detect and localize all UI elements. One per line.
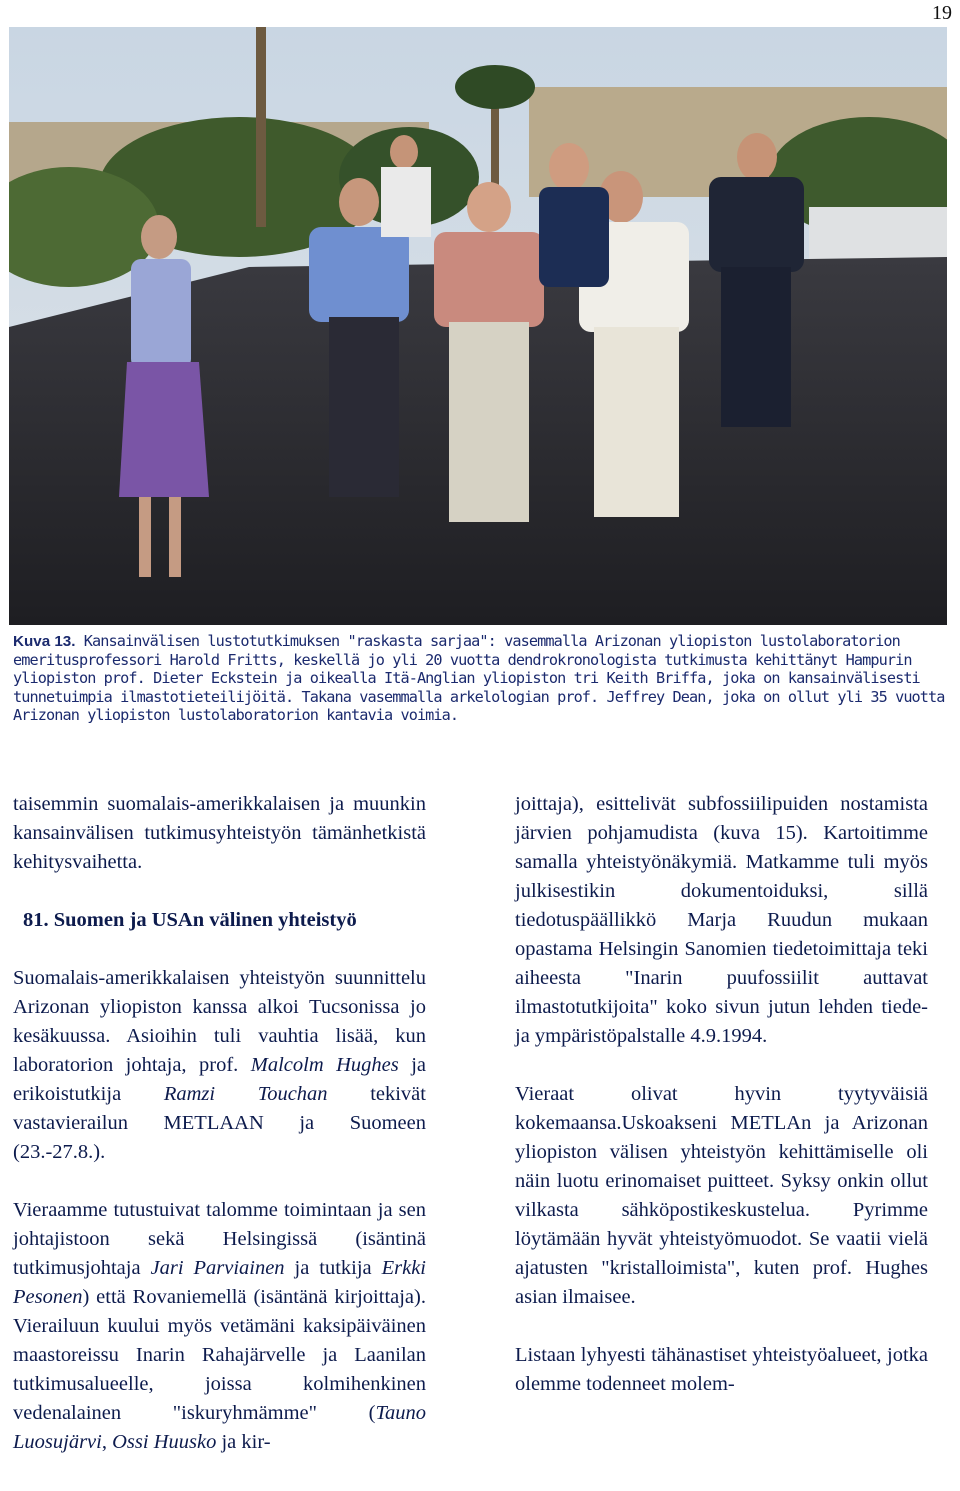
person-name: Tauno Luosujärvi	[13, 1402, 426, 1453]
left-column	[13, 790, 426, 1457]
section-heading: 81. Suomen ja USAn välinen yhteistyö	[23, 909, 357, 931]
person-name: Jari Parviainen	[150, 1257, 285, 1279]
caption-text: Kansainvälisen lustotutkimuksen "raskasta sarjaa": vasemmalla Arizonan yliopiston lustolaboratorion emeritusprofessori Harold Fritts, keskellä jo yli 20 vuotta dendrokronologista tutkimusta kehittänyt Hampurin yliopiston prof. Dieter Eckstein ja oikealla Itä-Anglian yliopiston tri Keith Briffa, joka on kansainvälisesti tunnetuimpia ilmastotieteilijöitä. Takana vasemmalla arkelologian prof. Jeffrey Dean, joka on ollut yli 35 vuotta Arizonan yliopiston lustolaboratorion kantavia voimia.	[13, 632, 945, 724]
person-name: Malcolm Hughes	[250, 1054, 399, 1076]
paragraph-5: Listaan lyhyesti tähänastiset yhteistyöalueet, jotka olemme todenneet molem-	[515, 1344, 928, 1395]
caption-label: Kuva 13.	[13, 633, 76, 650]
intro-paragraph: taisemmin suomalais-amerikkalaisen ja muunkin kansainvälisen tutkimusyhteistyön tämänhetkistä kehitysvaihetta.	[13, 793, 426, 873]
page-number: 19	[932, 2, 952, 24]
paragraph-2: Vieraamme tutustuivat talomme toimintaan ja sen johtajistoon sekä Helsingissä (isäntinä tutkimusjohtaja Jari Parviainen ja tutkija Erkki Pesonen) että Rovaniemellä (isäntänä kirjoittaja). Vierailuun kuului myös vetämäni kaksipäiväinen maastoreissu Inarin Rahajärvelle ja Laanilan tutkimusalueelle, joissa kolmihenkinen vedenalainen "iskuryhmämme" (Tauno Luosujärvi, Ossi Huusko ja kir-	[13, 1199, 426, 1453]
right-column	[515, 790, 928, 1399]
person-name: Ramzi Touchan	[163, 1083, 328, 1105]
person-name: Ossi Huusko	[112, 1431, 217, 1453]
paragraph-4: Vieraat olivat hyvin tyytyväisiä kokemaansa.Uskoakseni METLAn ja Arizonan yliopiston välisen yhteistyön kehittämiselle oli näin luotu erinomaiset puitteet. Syksy onkin ollut vilkasta sähköpostikeskustelua. Pyrimme löytämään hyvät yhteistyömuodot. Se vaatii vielä ajatusten "kristalloimista", kuten prof. Hughes asian ilmaisee.	[515, 1083, 928, 1308]
group-photograph	[9, 27, 947, 625]
person-name: Erkki Pesonen	[13, 1257, 426, 1308]
paragraph-1: Suomalais-amerikkalaisen yhteistyön suunnittelu Arizonan yliopiston kanssa alkoi Tucsonissa jo kesäkuussa. Asioihin tuli vauhtia lisää, kun laboratorion johtaja, prof. Malcolm Hughes ja erikoistutkija Ramzi Touchan tekivät vastavierailun METLAAN ja Suomeen (23.-27.8.).	[13, 967, 426, 1163]
figure-caption	[13, 632, 948, 724]
photograph-illustration	[9, 27, 947, 625]
paragraph-3: joittaja), esittelivät subfossiilipuiden nostamista järvien pohjamudista (kuva 15). Kartoitimme samalla yhteistyönäkymiä. Matkamme tuli myös julkisestikin dokumentoiduksi, sillä tiedotuspäällikkö Marja Ruudun mukaan opastama Helsingin Sanomien tiedetoimittaja teki aiheesta "Inarin puufossiilit auttavat ilmastotutkijoita" koko sivun jutun lehden tiede- ja ympäristöpalstalle 4.9.1994.	[515, 793, 928, 1047]
